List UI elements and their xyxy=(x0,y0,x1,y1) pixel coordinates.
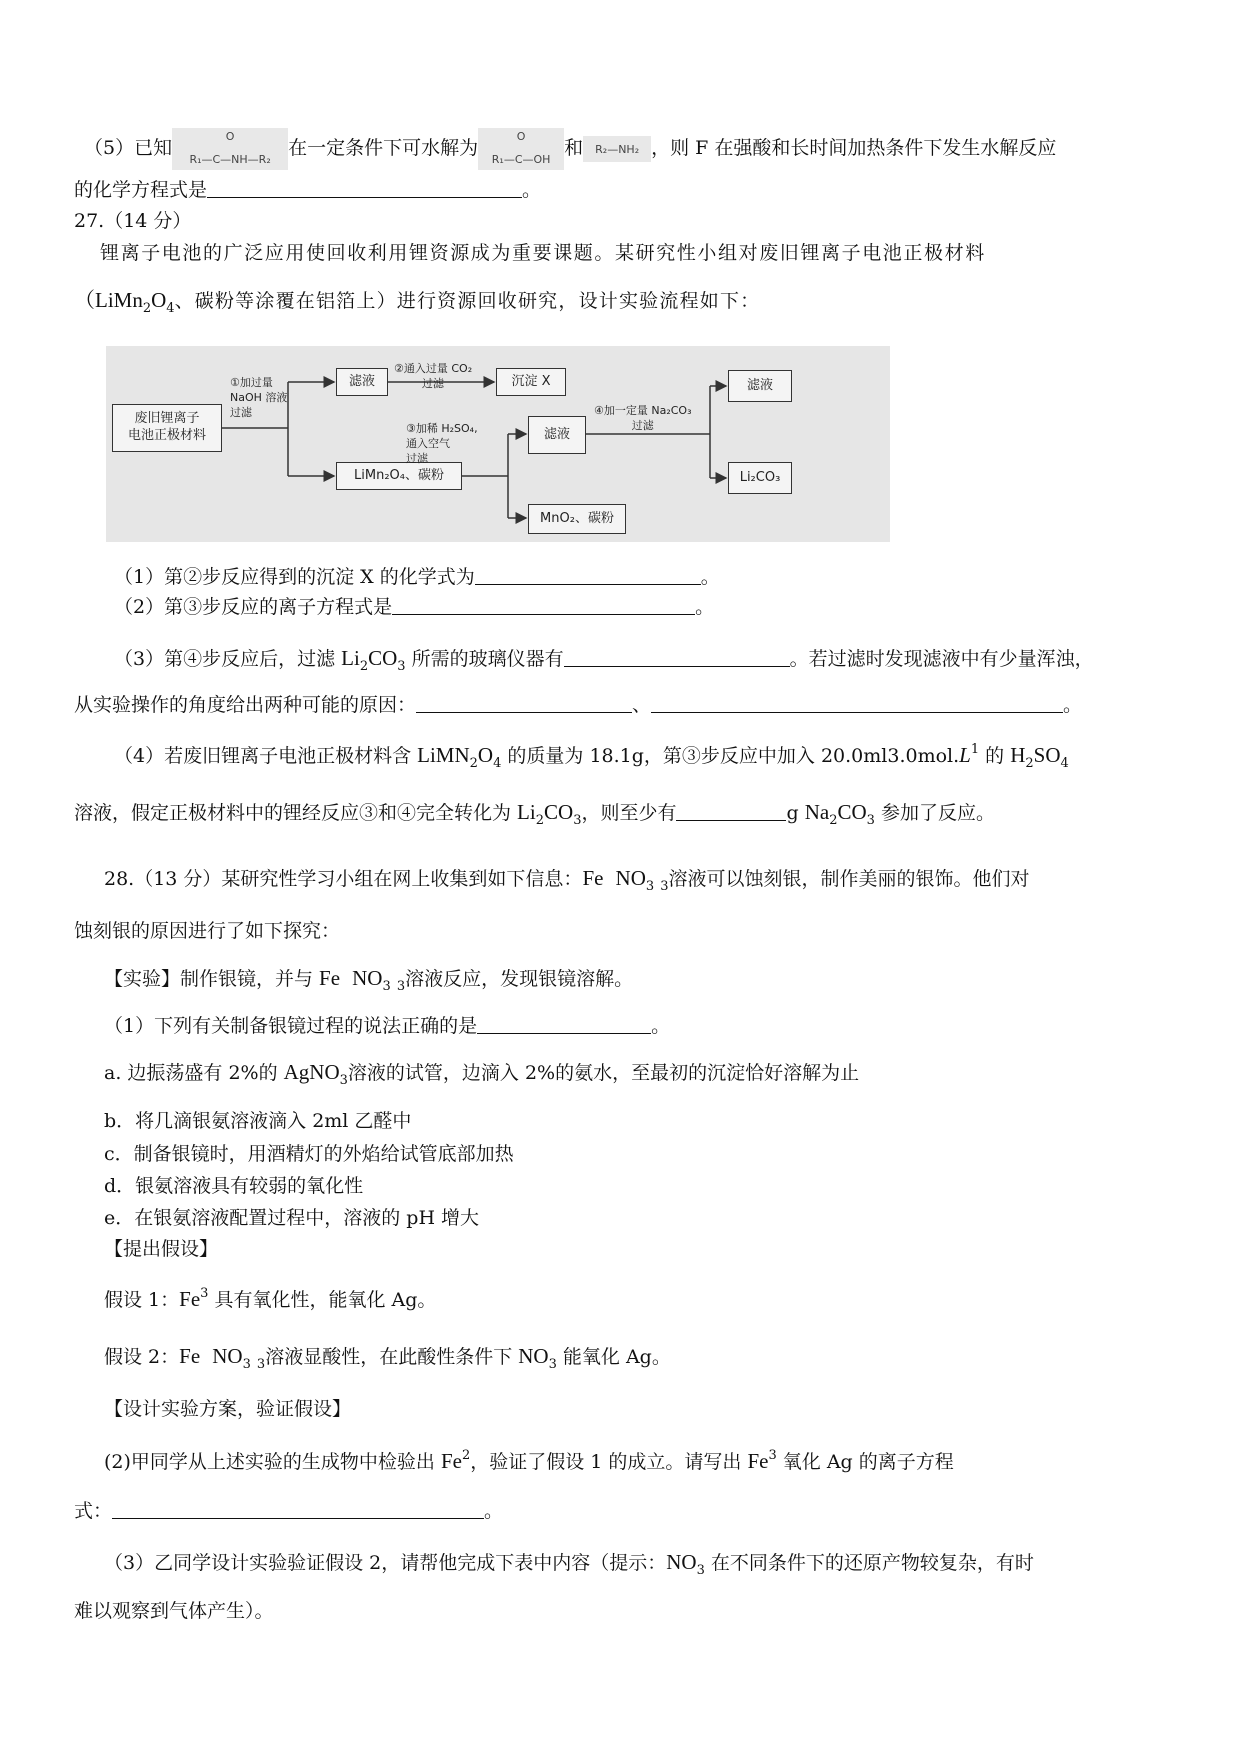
q27-p4-text: （4）若废旧锂离子电池正极材料含 xyxy=(114,745,418,767)
amide-structure-image xyxy=(172,128,288,170)
q28-hyp2-text2: 溶液显酸性，在此酸性条件下 xyxy=(265,1346,519,1368)
q28-opt-a-text: a. 边振荡盛有 2%的 xyxy=(104,1062,284,1084)
q28-p2-fe2: Fe xyxy=(747,1449,769,1473)
answer-blank[interactable] xyxy=(112,1500,484,1519)
q28-exp-sub2: 3 xyxy=(396,979,406,994)
q28-option-d: d．银氨溶液具有较弱的氧化性 xyxy=(104,1175,364,1197)
q26-5-line2 xyxy=(74,179,541,202)
q27-intro-chem-a: （LiMn xyxy=(74,288,143,312)
q28-hyp2-sub: 3 xyxy=(242,1357,251,1372)
filtrate1-box: 滤液 xyxy=(336,368,388,396)
acid-o-label: O xyxy=(516,130,526,143)
q28-p2-text3: 氧化 Ag 的离子方程 xyxy=(776,1451,954,1473)
q27-p4-na: Na xyxy=(804,800,830,824)
q27-p3-chem-li: Li xyxy=(341,646,360,670)
q27-p1-end: 。 xyxy=(700,566,720,588)
q28-p2-sup: 2 xyxy=(461,1448,471,1463)
q27-p4-chem2: O xyxy=(477,743,494,767)
q26-5-and-text: 和 xyxy=(564,137,584,159)
q27-p4-line2 xyxy=(74,800,995,829)
q27-p2-text: （2）第③步反应的离子方程式是 xyxy=(114,596,393,618)
step3-label: ③加稀 H₂SO₄, 通入空气 过滤 xyxy=(406,422,478,465)
answer-blank[interactable] xyxy=(207,179,522,198)
precipitate-x-box: 沉淀 X xyxy=(496,368,566,396)
q28-hyp2-no3b: NO xyxy=(518,1344,549,1368)
step4-label: ④加一定量 Na₂CO₃ 过滤 xyxy=(594,404,692,432)
q28-intro-sub2: 3 xyxy=(660,879,669,894)
q28-hyp1-text: 假设 1： xyxy=(104,1289,180,1311)
q27-p4-sub2: 4 xyxy=(493,756,502,771)
q27-p4-l: L xyxy=(959,743,971,767)
q27-p4-chem: LiMN xyxy=(417,743,470,767)
q28-opt-a-chem: AgNO xyxy=(283,1060,340,1084)
q27-p4-co: CO xyxy=(544,800,574,824)
q28-opt-a-sub: 3 xyxy=(339,1073,348,1088)
q27-p4-lisub: 2 xyxy=(535,813,544,828)
q28-hyp2-sub2: 3 xyxy=(256,1357,266,1372)
q27-p4-h: H xyxy=(1010,743,1026,767)
q28-intro-line1 xyxy=(104,866,1030,895)
q28-p1-text: （1）下列有关制备银镜过程的说法正确的是 xyxy=(104,1015,478,1037)
q28-hyp2-fe: Fe xyxy=(179,1344,201,1368)
amine-label: R₂—NH₂ xyxy=(595,142,640,156)
answer-blank[interactable] xyxy=(416,694,632,713)
q28-exp-fe: Fe xyxy=(319,966,341,990)
q27-p3-chem-co: CO xyxy=(368,646,398,670)
q27-p1 xyxy=(114,566,720,589)
q27-p4-sub1: 2 xyxy=(469,756,478,771)
q26-5-line1 xyxy=(84,128,1056,170)
q28-opt-a-text2: 溶液的试管，边滴入 2%的氨水，至最初的沉淀恰好溶解为止 xyxy=(347,1062,860,1084)
amide-o-label: O xyxy=(225,130,235,143)
q28-p3-text2: 在不同条件下的还原产物较复杂，有时 xyxy=(704,1552,1034,1574)
q28-p3-line1 xyxy=(104,1550,1034,1579)
q28-hyp1-sup: 3 xyxy=(200,1286,209,1301)
q27-p4-so: SO xyxy=(1033,743,1061,767)
q27-p3-line1 xyxy=(114,646,1094,675)
q27-p3-text: （3）第④步反应后，过滤 xyxy=(114,648,342,670)
q27-p4-hsub: 2 xyxy=(1025,756,1034,771)
q28-p3-line2: 难以观察到气体产生）。 xyxy=(74,1600,274,1622)
q28-option-a xyxy=(104,1060,859,1089)
q27-intro-text: 、碳粉等涂覆在铝箔上）进行资源回收研究，设计实验流程如下： xyxy=(174,290,761,312)
q27-p4-g: g xyxy=(786,802,805,824)
q27-p3-end: 。 xyxy=(1063,694,1083,716)
q27-p4-sup: 1 xyxy=(970,742,980,757)
q27-p4-li: Li xyxy=(517,800,536,824)
q27-p3-line2-text: 从实验操作的角度给出两种可能的原因： xyxy=(74,694,417,716)
q28-hyp1-fe: Fe xyxy=(179,1287,201,1311)
q27-intro-line2 xyxy=(74,288,760,317)
q28-p2-fe: Fe xyxy=(440,1449,462,1473)
start-material-box: 废旧锂离子 电池正极材料 xyxy=(112,404,222,452)
q27-p2 xyxy=(114,596,714,619)
q28-intro-line2: 蚀刻银的原因进行了如下探究： xyxy=(74,920,341,942)
answer-blank[interactable] xyxy=(392,596,695,615)
answer-blank[interactable] xyxy=(477,1015,651,1034)
q28-design-title: 【设计实验方案，验证假设】 xyxy=(104,1398,352,1420)
q28-p2-sup2: 3 xyxy=(768,1448,777,1463)
q28-p3-sub: 3 xyxy=(696,1563,705,1578)
step1-label: ①加过量 NaOH 溶液 过滤 xyxy=(230,376,288,419)
q27-p3-text2: 所需的玻璃仪器有 xyxy=(405,648,564,670)
q26-5-line2-text: 的化学方程式是 xyxy=(74,179,208,201)
q28-p2-line1 xyxy=(104,1448,954,1474)
q28-hyp2-text3: 能氧化 Ag。 xyxy=(556,1346,671,1368)
q27-heading: 27.（14 分） xyxy=(74,210,192,232)
process-flowchart xyxy=(106,346,890,542)
q28-p2-text2: ，验证了假设 1 的成立。请写出 xyxy=(470,1451,748,1473)
q27-p4-co2sub: 3 xyxy=(866,813,875,828)
q28-hyp1-text2: 具有氧化性，能氧化 Ag。 xyxy=(208,1289,437,1311)
q28-option-c: c．制备银镜时，用酒精灯的外焰给试管底部加热 xyxy=(104,1143,514,1165)
q28-p1-end: 。 xyxy=(651,1015,671,1037)
q27-p1-text: （1）第②步反应得到的沉淀 X 的化学式为 xyxy=(114,566,475,588)
q27-intro-chem-b: O xyxy=(151,288,167,312)
q27-p3-sep: 、 xyxy=(632,694,652,716)
filtrate2-box: 滤液 xyxy=(528,416,586,454)
q28-intro-sub: 3 xyxy=(645,879,655,894)
q26-5-period: 。 xyxy=(522,179,542,201)
q28-p2-end: 。 xyxy=(484,1500,504,1522)
answer-blank[interactable] xyxy=(651,694,1063,713)
q27-p2-end: 。 xyxy=(695,596,715,618)
amide-bond-label: R₁—C—NH—R₂ xyxy=(189,152,271,166)
q27-p4-co2: CO xyxy=(837,800,867,824)
q28-p3-text: （3）乙同学设计实验验证假设 2，请帮他完成下表中内容（提示： xyxy=(104,1552,667,1574)
filtrate3-box: 滤液 xyxy=(728,370,792,402)
q28-hyp2-text: 假设 2： xyxy=(104,1346,180,1368)
q27-p4-text3: 的 xyxy=(979,745,1011,767)
q28-option-b: b．将几滴银氨溶液滴入 2ml 乙醛中 xyxy=(104,1110,412,1132)
q28-exp-text2: 溶液反应，发现银镜溶解。 xyxy=(405,968,634,990)
q28-intro-fe: Fe xyxy=(582,866,604,890)
q26-5-prefix: （5）已知 xyxy=(84,137,173,159)
solid-limn2o4-box: LiMn₂O₄、碳粉 xyxy=(336,462,462,490)
q28-option-e: e．在银氨溶液配置过程中，溶液的 pH 增大 xyxy=(104,1207,480,1229)
amine-structure-image xyxy=(583,136,651,162)
q28-hyp2-no3b-sub: 3 xyxy=(548,1357,557,1372)
q28-p1 xyxy=(104,1015,670,1038)
answer-blank[interactable] xyxy=(564,648,790,667)
mno2-box: MnO₂、碳粉 xyxy=(528,504,626,534)
q28-exp-sub: 3 xyxy=(382,979,391,994)
q27-p3-line2 xyxy=(74,694,1082,717)
q28-p2-line2-text: 式： xyxy=(74,1500,113,1522)
q27-intro-sub2: 4 xyxy=(166,301,175,316)
q27-p4-line2-text2: ，则至少有 xyxy=(581,802,677,824)
q27-p3-text3: 。若过滤时发现滤液中有少量浑浊， xyxy=(789,648,1094,670)
q27-intro-line1: 锂离子电池的广泛应用使回收利用锂资源成为重要课题。某研究性小组对废旧锂离子电池正极材料 xyxy=(100,242,986,264)
q26-5-hydrolyze-text: 在一定条件下可水解为 xyxy=(288,137,479,159)
q28-hyp2-no3: NO xyxy=(212,1344,243,1368)
q28-intro-text2: 溶液可以蚀刻银，制作美丽的银饰。他们对 xyxy=(668,868,1030,890)
q28-hypothesis-title: 【提出假设】 xyxy=(104,1238,219,1260)
q28-exp-no3: NO xyxy=(352,966,383,990)
q26-5-suffix: ，则 F 在强酸和长时间加热条件下发生水解反应 xyxy=(651,137,1057,159)
q27-p4-line1 xyxy=(114,742,1069,772)
acid-bond-label: R₁—C—OH xyxy=(491,152,551,166)
q28-exp-text: 【实验】制作银镜，并与 xyxy=(104,968,320,990)
q28-hypothesis-2 xyxy=(104,1344,671,1373)
q27-p4-nasub: 2 xyxy=(829,813,838,828)
answer-blank[interactable] xyxy=(676,802,786,821)
q28-intro-no3: NO xyxy=(615,866,646,890)
q28-hypothesis-1 xyxy=(104,1286,436,1312)
q27-p4-cosub: 3 xyxy=(573,813,582,828)
q28-p2-text: (2)甲同学从上述实验的生成物中检验出 xyxy=(104,1451,441,1473)
q28-experiment xyxy=(104,966,633,995)
q28-p3-no3: NO xyxy=(666,1550,697,1574)
q28-p2-line2 xyxy=(74,1500,503,1523)
answer-blank[interactable] xyxy=(475,566,701,585)
q28-intro-text: 28.（13 分）某研究性学习小组在网上收集到如下信息： xyxy=(104,868,583,890)
acid-structure-image xyxy=(478,128,564,170)
q27-p3-sub1: 2 xyxy=(359,659,369,674)
q27-p4-line2-text: 溶液，假定正极材料中的锂经反应③和④完全转化为 xyxy=(74,802,518,824)
q27-p4-end: 参加了反应。 xyxy=(874,802,995,824)
q27-p3-sub2: 3 xyxy=(397,659,406,674)
step2-label: ②通入过量 CO₂ 过滤 xyxy=(394,362,473,390)
li2co3-box: Li₂CO₃ xyxy=(728,462,792,494)
q27-p4-text2: 的质量为 18.1g，第③步反应中加入 20.0ml3.0mol. xyxy=(501,745,960,767)
q27-p4-sosub: 4 xyxy=(1060,756,1069,771)
q27-intro-sub1: 2 xyxy=(142,301,152,316)
